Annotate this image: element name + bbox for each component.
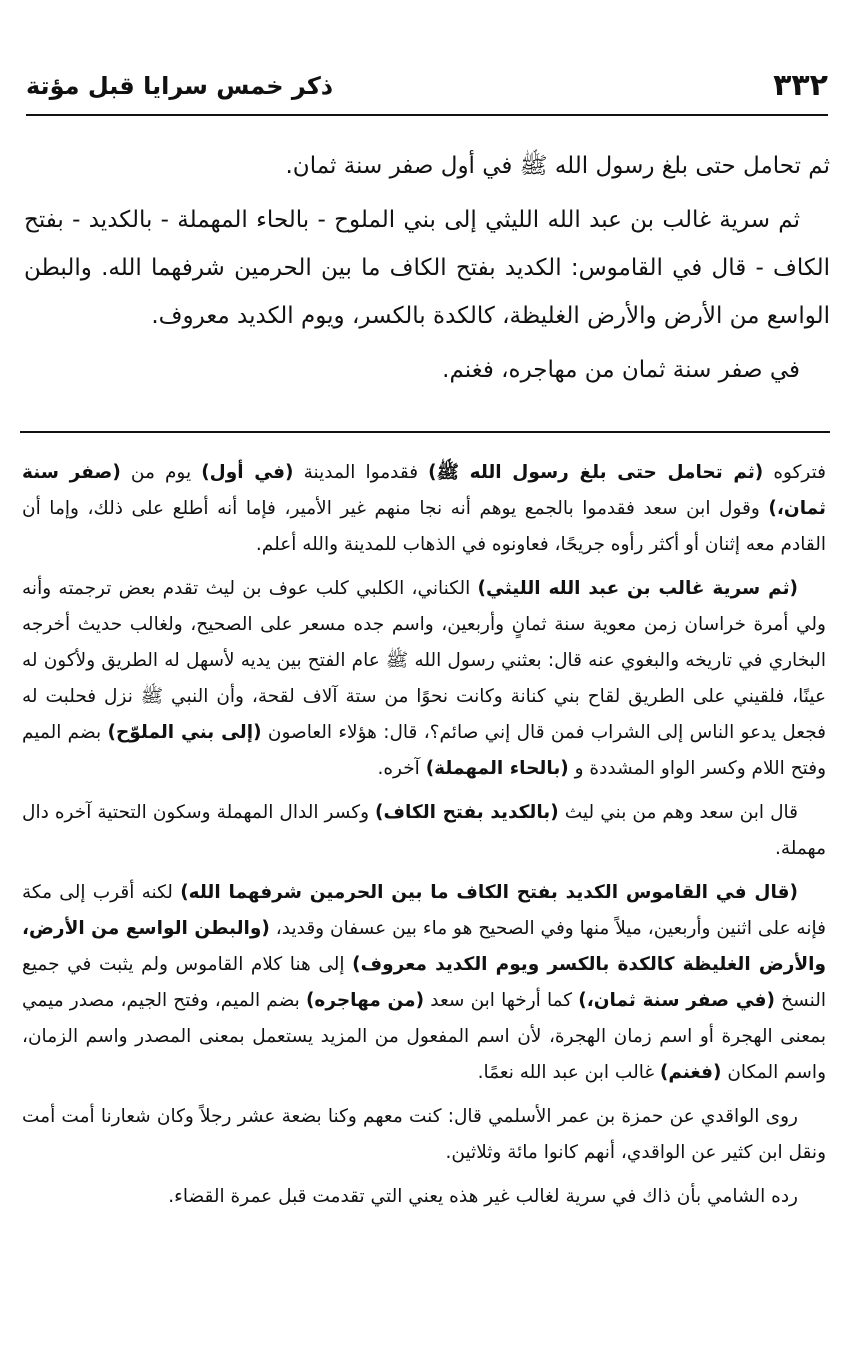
- commentary: [22, 455, 826, 1223]
- main-text-paragraph: في صفر سنة ثمان من مهاجره، فغنم.: [442, 357, 800, 383]
- page-header: [26, 62, 828, 116]
- quoted-main-text: (إلى بني الملوّح): [107, 722, 262, 743]
- commentary-text: إلى هنا كلام القاموس ولم يثبت في جميع النسخ: [22, 954, 826, 1011]
- main-text-paragraph: ثم تحامل حتى بلغ رسول الله ﷺ في أول صفر سنة ثمان.: [285, 153, 830, 179]
- commentary-text: وقول ابن سعد فقدموا بالجمع يوهم أنه نجا منهم غير الأمير، فإما أنه أطلع على ذلك، وإما أن القادم معه إثنان أو أكثر رأوه جريحًا، فعاونوه في الذهاب للمدينة والله أعلم.: [22, 498, 826, 555]
- quoted-main-text: (ثم تحامل حتى بلغ رسول الله ﷺ): [428, 462, 764, 483]
- quoted-main-text: (في صفر سنة ثمان،): [578, 990, 775, 1011]
- commentary-text: آخره.: [377, 758, 426, 779]
- quoted-main-text: (صفر سنة ثمان،): [22, 462, 826, 519]
- commentary-text: فقدموا المدينة: [293, 462, 429, 483]
- running-title: ذكر خمس سرايا قبل مؤتة: [26, 72, 334, 100]
- commentary-text: بضم الميم، وفتح الجيم، مصدر ميمي بمعنى الهجرة أو اسم زمان الهجرة، لأن اسم المفعول من المزيد يستعمل بمعنى المصدر واسم الزمان، واسم المكان: [22, 990, 826, 1083]
- commentary-paragraph: [22, 875, 826, 1091]
- quoted-main-text: (ثم سرية غالب بن عبد الله الليثي): [477, 578, 798, 599]
- quoted-main-text: (بالحاء المهملة): [425, 758, 569, 779]
- commentary-paragraph: رده الشامي بأن ذاك في سرية لغالب غير هذه يعني التي تقدمت قبل عمرة القضاء.: [168, 1186, 798, 1207]
- quoted-main-text: (قال في القاموس الكديد بفتح الكاف ما بين الحرمين شرفهما الله): [180, 882, 798, 903]
- commentary-text: فتركوه: [763, 462, 827, 483]
- commentary-text: قال ابن سعد وهم من بني ليث: [558, 802, 798, 823]
- section-divider: [20, 431, 830, 433]
- quoted-main-text: (فغنم): [659, 1062, 722, 1083]
- commentary-text: بضم الميم وفتح اللام وكسر الواو المشددة و: [22, 722, 826, 779]
- commentary-text: غالب ابن عبد الله نعمًا.: [477, 1062, 660, 1083]
- commentary-text: كما أرخها ابن سعد: [424, 990, 579, 1011]
- commentary-paragraph: [22, 571, 826, 787]
- quoted-main-text: (والبطن الواسع من الأرض، والأرض الغليظة كالكدة بالكسر ويوم الكديد معروف): [22, 918, 826, 975]
- quoted-main-text: (في أول): [201, 462, 294, 483]
- commentary-text: وكسر الدال المهملة وسكون التحتية آخره دال مهملة.: [22, 802, 826, 859]
- main-text-paragraph: ثم سرية غالب بن عبد الله الليثي إلى بني الملوح - بالحاء المهملة - بالكديد - بفتح الكاف - قال في القاموس: الكديد بفتح الكاف ما بين الحرمين شرفهما الله. والبطن الواسع من الأرض والأرض الغليظة، كالكدة بالكسر، ويوم الكديد معروف.: [24, 207, 830, 329]
- commentary-text: لكنه أقرب إلى مكة فإنه على اثنين وأربعين، ميلاً منها وفي الصحيح هو ماء بين عسفان وقديد،: [22, 882, 826, 939]
- commentary-paragraph: [22, 455, 826, 563]
- page-number: ٣٣٢: [773, 68, 828, 103]
- commentary-paragraph: روى الواقدي عن حمزة بن عمر الأسلمي قال: كنت معهم وكنا بضعة عشر رجلاً وكان شعارنا أمت أمت ونقل ابن كثير عن الواقدي، أنهم كانوا مائة وثلاثين.: [22, 1106, 826, 1163]
- quoted-main-text: (من مهاجره): [305, 990, 425, 1011]
- commentary-paragraph: [22, 795, 826, 867]
- quoted-main-text: (بالكديد بفتح الكاف): [375, 802, 559, 823]
- commentary-text: يوم من: [120, 462, 202, 483]
- main-text: [24, 142, 830, 400]
- commentary-text: الكناني، الكلبي كلب عوف بن ليث تقدم بعض ترجمته وأنه ولي أمرة خراسان زمن معوية سنة ثمانٍ وأربعين، واسم جده مسعر على الصحيح، ولغالب حديث أخرجه البخاري في تاريخه والبغوي عنه قال: بعثني رسول الله ﷺ عام الفتح بين يديه لأسهل له الطريق ولأكون له عينًا، فلقيني على الطريق لقاح بني كنانة وكانت نحوًا من ستة آلاف لقحة، وأن النبي ﷺ نزل فحلبت له فجعل يدعو الناس إلى الشراب فمن قال إني صائم؟، قال: هؤلاء العاصون: [22, 578, 826, 743]
